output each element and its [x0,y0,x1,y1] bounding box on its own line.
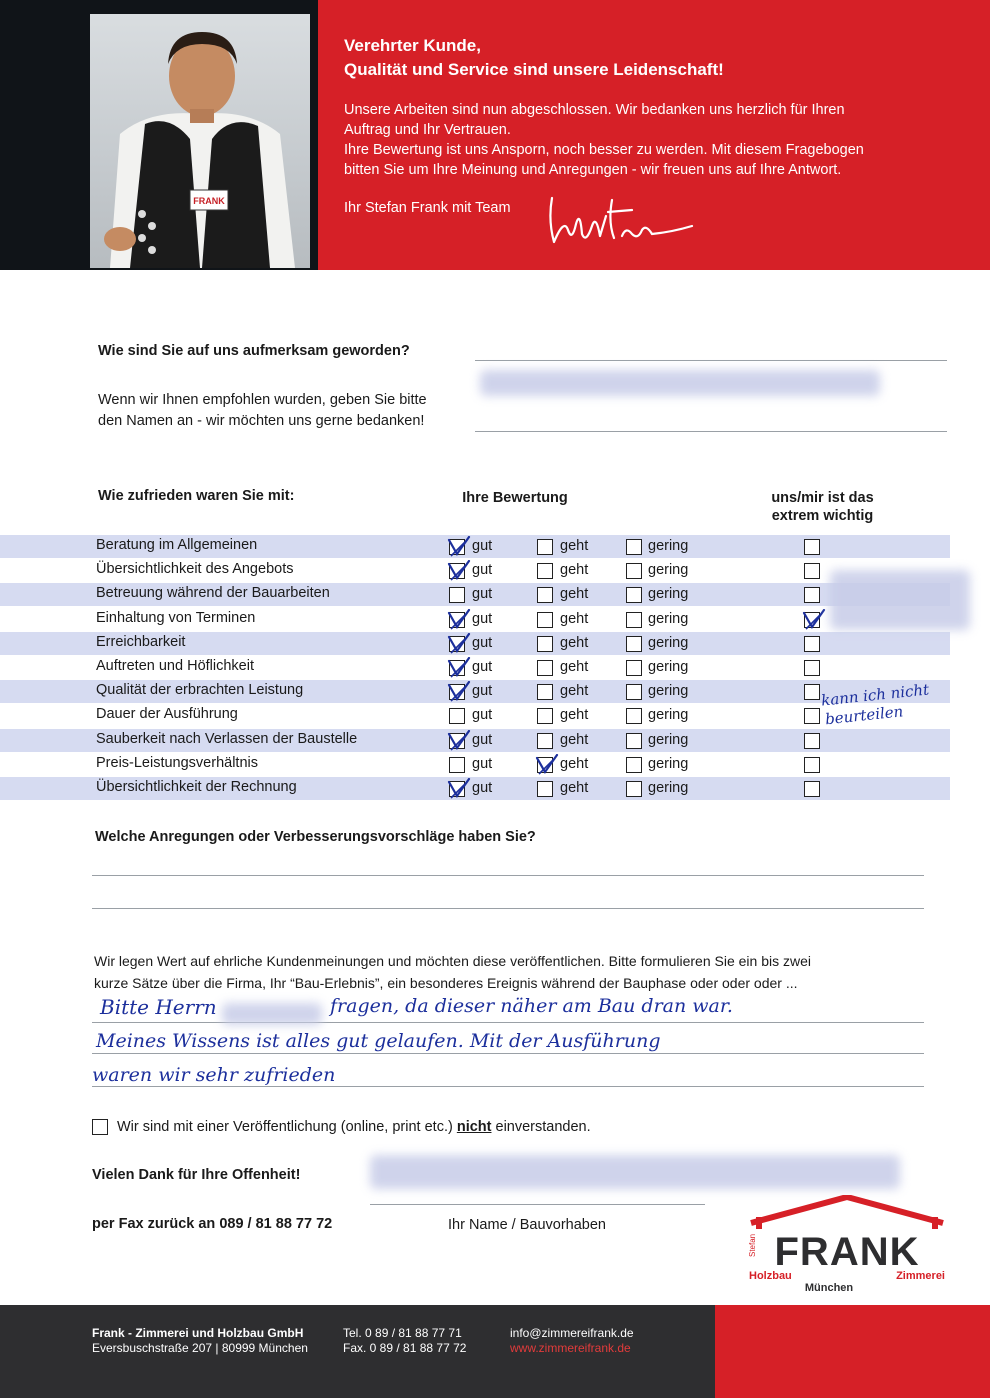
footer-email-link[interactable]: info@zimmereifrank.de [510,1326,634,1340]
rating-option-geht-label: geht [560,756,589,772]
redacted-name [222,1003,322,1025]
rating-option-gering-label: gering [648,659,689,675]
rating-checkbox-geht[interactable] [537,636,553,652]
rating-row-label: Betreuung während der Bauarbeiten [96,585,330,601]
rating-option-gering-label: gering [648,756,689,772]
footer [0,1305,990,1398]
rating-checkbox-gut[interactable] [449,587,465,603]
importance-column-header [735,489,910,525]
rating-checkbox-geht[interactable] [537,587,553,603]
importance-checkbox[interactable] [804,660,820,676]
handwritten-check-mark [447,730,471,759]
rating-option-gering-label: gering [648,707,689,723]
rating-option-geht-label: geht [560,538,589,554]
consent-checkbox[interactable] [92,1119,108,1135]
suggestions-question: Welche Anregungen oder Verbesserungsvorschläge haben Sie? [95,829,536,845]
rating-row-label: Qualität der erbrachten Leistung [96,682,304,698]
importance-checkbox[interactable] [804,733,820,749]
rating-checkbox-gering[interactable] [626,563,642,579]
intro-text [344,100,964,180]
importance-checkbox[interactable] [804,636,820,652]
handwritten-check-mark [447,778,471,807]
header [0,0,990,270]
rating-checkbox-gering[interactable] [626,587,642,603]
rating-option-geht-label: geht [560,659,589,675]
footer-fax: Fax. 0 89 / 81 88 77 72 [343,1341,467,1355]
rating-row-label: Auftreten und Höflichkeit [96,658,254,674]
rating-option-gering-label: gering [648,780,689,796]
rating-option-gering-label: gering [648,635,689,651]
rating-option-gering-label: gering [648,562,689,578]
importance-checkbox[interactable] [804,781,820,797]
rating-option-gering-label: gering [648,586,689,602]
thanks-text: Vielen Dank für Ihre Offenheit! [92,1167,301,1183]
rating-row-label: Sauberkeit nach Verlassen der Baustelle [96,731,358,747]
importance-checkbox[interactable] [804,587,820,603]
name-field-label: Ihr Name / Bauvorhaben [448,1217,606,1233]
rating-checkbox-gering[interactable] [626,636,642,652]
intro-text-line3: Ihre Bewertung ist uns Ansporn, noch besser zu werden. Mit diesem Fragebogen [344,142,864,158]
importance-header-line1: uns/mir ist das [771,490,874,506]
rating-row-label: Beratung im Allgemeinen [96,537,258,553]
rating-checkbox-gering[interactable] [626,733,642,749]
consent-label [117,1117,591,1138]
importance-checkbox[interactable] [804,539,820,555]
logo-small-name: Stefan [748,1233,757,1257]
rating-option-gut-label: gut [472,683,493,699]
rating-option-gering-label: gering [648,538,689,554]
rating-option-gering-label: gering [648,732,689,748]
rating-option-gut-label: gut [472,659,493,675]
rating-option-gut-label: gut [472,756,493,772]
source-question: Wie sind Sie auf uns aufmerksam geworden? [98,343,410,359]
handwritten-line-2: Meines Wissens ist alles gut gelaufen. Mit der Ausführung [96,1030,661,1052]
side-note-line2: beurteilen [824,702,905,729]
intro-title-line1: Verehrter Kunde, [344,36,481,55]
importance-checkbox[interactable] [804,684,820,700]
rating-checkbox-gering[interactable] [626,708,642,724]
handwritten-line-3: waren wir sehr zufrieden [92,1064,336,1086]
vest-badge-text: FRANK [193,196,225,206]
referral-answer-line[interactable] [475,431,947,432]
importance-checkbox[interactable] [804,757,820,773]
rating-option-gut-label: gut [472,586,493,602]
rating-checkbox-gering[interactable] [626,684,642,700]
rating-option-geht-label: geht [560,707,589,723]
rating-option-gut-label: gut [472,562,493,578]
referral-instructions-line2: den Namen an - wir möchten uns gerne bedanken! [98,413,425,429]
rating-option-geht-label: geht [560,780,589,796]
handwritten-line-1b: fragen, da dieser näher am Bau dran war. [330,995,733,1017]
rating-checkbox-geht[interactable] [537,563,553,579]
rating-checkbox-geht[interactable] [537,539,553,555]
testimonial-line-2[interactable] [92,1053,924,1054]
suggestions-line-2[interactable] [92,908,924,909]
rating-checkbox-gut[interactable] [449,757,465,773]
consent-text-after: einverstanden. [491,1119,591,1135]
source-answer-line[interactable] [475,360,947,361]
rating-checkbox-gering[interactable] [626,781,642,797]
rating-checkbox-gering[interactable] [626,539,642,555]
intro-panel [318,0,990,270]
rating-checkbox-geht[interactable] [537,684,553,700]
rating-checkbox-geht[interactable] [537,612,553,628]
intro-text-line4: bitten Sie um Ihre Meinung und Anregungen - wir freuen uns auf Ihre Antwort. [344,162,842,178]
owner-photo [90,14,310,268]
intro-title [344,34,724,82]
intro-text-line1: Unsere Arbeiten sind nun abgeschlossen. Wir bedanken uns herzlich für Ihren [344,102,845,118]
intro-title-line2: Qualität und Service sind unsere Leidenschaft! [344,60,724,79]
rating-option-gering-label: gering [648,683,689,699]
rating-option-gut-label: gut [472,611,493,627]
rating-checkbox-geht[interactable] [537,781,553,797]
footer-company: Frank - Zimmerei und Holzbau GmbH [92,1326,304,1340]
redacted-referral [480,370,880,396]
logo-city: München [804,1282,854,1294]
rating-row-label: Erreichbarkeit [96,634,186,650]
rating-option-gut-label: gut [472,707,493,723]
footer-website-link[interactable]: www.zimmereifrank.de [510,1341,631,1355]
name-line[interactable] [370,1204,705,1205]
rating-option-gut-label: gut [472,538,493,554]
company-logo [745,1195,950,1295]
redacted-side-note [830,570,970,630]
rating-option-geht-label: geht [560,683,589,699]
testimonial-instructions-line1: Wir legen Wert auf ehrliche Kundenmeinungen und möchten diese veröffentlichen. Bitte formulieren Sie ein bis zwei [94,953,811,969]
intro-text-line2: Auftrag und Ihr Vertrauen. [344,122,511,138]
ratings-heading: Wie zufrieden waren Sie mit: [98,488,295,504]
rating-row-label: Einhaltung von Terminen [96,610,256,626]
handwritten-line-1a: Bitte Herrn [100,995,217,1019]
rating-row-label: Übersichtlichkeit der Rechnung [96,779,297,795]
fax-instruction: per Fax zurück an 089 / 81 88 77 72 [92,1216,333,1232]
suggestions-line-1[interactable] [92,875,924,876]
rating-option-gut-label: gut [472,780,493,796]
rating-checkbox-geht[interactable] [537,733,553,749]
sign-off: Ihr Stefan Frank mit Team [344,200,511,216]
testimonial-instructions [94,950,811,994]
signature-image [542,190,702,250]
rating-checkbox-gering[interactable] [626,660,642,676]
importance-header-line2: extrem wichtig [771,508,874,524]
rating-checkbox-geht[interactable] [537,708,553,724]
footer-address: Eversbuschstraße 207 | 80999 München [92,1341,308,1355]
importance-checkbox[interactable] [804,708,820,724]
logo-zimmerei: Zimmerei [896,1270,945,1282]
rating-checkbox-gering[interactable] [626,757,642,773]
rating-option-gut-label: gut [472,635,493,651]
consent-text-emphasis: nicht [456,1119,492,1135]
rating-option-gut-label: gut [472,732,493,748]
referral-instructions [98,390,427,432]
testimonial-instructions-line2: kurze Sätze über die Firma, Ihr “Bau-Erlebnis”, ein besonderes Ereignis während der Bauphase oder oder oder ... [94,975,798,991]
rating-option-geht-label: geht [560,586,589,602]
rating-option-geht-label: geht [560,562,589,578]
rating-option-gering-label: gering [648,611,689,627]
handwritten-check-mark [447,681,471,710]
testimonial-line-3[interactable] [92,1086,924,1087]
consent-text-before: Wir sind mit einer Veröffentlichung (online, print etc.) [117,1119,457,1135]
footer-tel: Tel. 0 89 / 81 88 77 71 [343,1326,462,1340]
rating-checkbox-geht[interactable] [537,660,553,676]
rating-row-label: Preis-Leistungsverhältnis [96,755,258,771]
rating-option-geht-label: geht [560,611,589,627]
rating-checkbox-gering[interactable] [626,612,642,628]
rating-option-geht-label: geht [560,732,589,748]
rating-checkbox-gut[interactable] [449,708,465,724]
rating-row-label: Dauer der Ausführung [96,706,238,722]
testimonial-line-1[interactable] [92,1022,924,1023]
rating-column-header: Ihre Bewertung [462,490,568,506]
logo-wordmark: FRANK [774,1230,920,1274]
footer-red-band [715,1305,990,1398]
referral-instructions-line1: Wenn wir Ihnen empfohlen wurden, geben Sie bitte [98,392,427,408]
logo-holzbau: Holzbau [749,1270,792,1282]
rating-row-label: Übersichtlichkeit des Angebots [96,561,294,577]
redacted-name-project [370,1155,900,1189]
rating-option-geht-label: geht [560,635,589,651]
side-note-line1: kann ich nicht [820,680,930,710]
importance-checkbox[interactable] [804,563,820,579]
